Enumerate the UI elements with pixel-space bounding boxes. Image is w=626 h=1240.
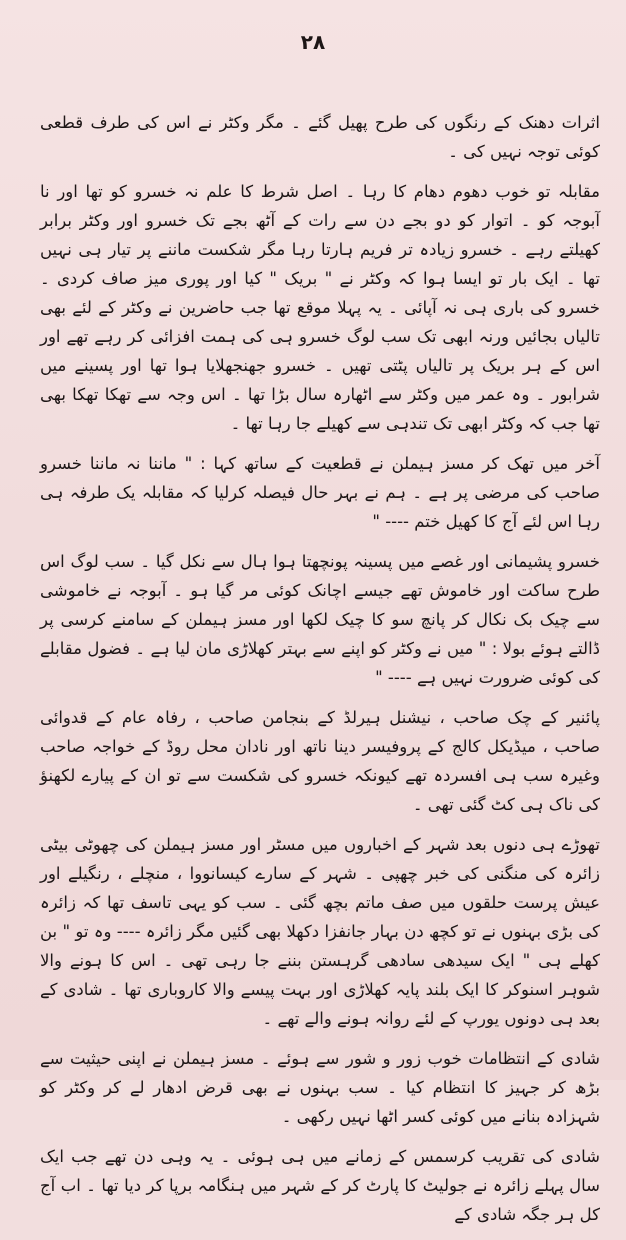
paragraph: آخر میں تھک کر مسز ہیملن نے قطعیت کے ساتھ کہا : " ماننا نہ ماننا خسرو صاحب کی مرضی پر ہے ۔ ہم نے بہر حال فیصلہ کرلیا کہ مقابلہ یک طرفہ ہی رہا اس لئے آج کا کھیل ختم ---- " (40, 454, 600, 531)
paragraph: شادی کے انتظامات خوب زور و شور سے ہوئے ۔ مسز ہیملن نے اپنی حیثیت سے بڑھ کر جہیز کا انتظام کیا ۔ سب بہنوں نے بھی قرض ادھار لے کر وکٹر کو شہزادہ بنانے میں کوئی کسر اٹھا نہیں رکھی ۔ (40, 1049, 600, 1126)
paragraph: مقابلہ تو خوب دھوم دھام کا رہا ۔ اصل شرط کا علم نہ خسرو کو تھا اور نا آبوجہ کو ۔ اتوار کو دو بجے دن سے رات کے آٹھ بجے تک خسرو اور وکٹر برابر کھیلتے رہے ۔ خسرو زیادہ تر فریم ہارتا رہا مگر شکست ماننے پر تیار ہی نہیں تھا ۔ ایک بار تو ایسا ہوا کہ وکٹر نے " بریک " کیا اور پوری میز صاف کردی ۔ خسرو کی باری ہی نہ آپائی ۔ یہ پہلا موقع تھا جب حاضرین نے وکٹر کے لئے بھی تالیاں بجائیں ورنہ ابھی تک سب لوگ خسرو ہی کی ہمت افزائی کر رہے تھے اور اس کے ہر بریک پر تالیاں پٹتی تھیں ۔ خسرو جھنجھلایا ہوا تھا اور پسینے میں شرابور ۔ وہ عمر میں وکٹر سے اٹھارہ سال بڑا تھا ۔ اس وجہ سے تھکا تھکا بھی تھا جب کہ وکٹر ابھی تک تندہی سے کھیلے جا رہا تھا ۔ (40, 182, 600, 433)
paragraph: پائنیر کے چک صاحب ، نیشنل ہیرلڈ کے بنجامن صاحب ، رفاہ عام کے قدوائی صاحب ، میڈیکل کالج کے پروفیسر دینا ناتھ اور نادان محل روڈ کے خواجہ صاحب وغیرہ سب ہی افسردہ تھے کیونکہ خسرو کی شکست سے تو ان کے پیارے لکھنؤ کی ناک ہی کٹ گئی تھی ۔ (40, 708, 600, 814)
page-body-text (40, 108, 600, 1240)
paragraph: اثرات دھنک کے رنگوں کی طرح پھیل گئے ۔ مگر وکٹر نے اس کی طرف قطعی کوئی توجہ نہیں کی ۔ (40, 113, 600, 161)
paragraph: شادی کی تقریب کرسمس کے زمانے میں ہی ہوئی ۔ یہ وہی دن تھے جب ایک سال پہلے زائرہ نے جولیٹ کا پارٹ کر کے شہر میں ہنگامہ برپا کر دیا تھا ۔ اب آج کل ہر جگہ شادی کے (40, 1147, 600, 1224)
page-number: ۲۸ (300, 30, 326, 54)
paragraph: تھوڑے ہی دنوں بعد شہر کے اخباروں میں مسٹر اور مسز ہیملن کی چھوٹی بیٹی زائرہ کی منگنی کی خبر چھپی ۔ شہر کے سارے کیسانووا ، منچلے ، رنگیلے اور عیش پرست حلقوں میں صف ماتم بچھ گئی ۔ سب کو یہی تاسف تھا کہ زائرہ کی بڑی بہنوں نے تو کچھ دن بہار جانفزا دکھلا بھی گئیں مگر زائرہ ---- وہ تو " بن کھلے ہی " ایک سیدھی سادھی گرہستن بننے جا رہی تھی ۔ اس کا ہونے والا شوہر اسنوکر کا ایک بلند پایہ کھلاڑی اور بہت پیسے والا کاروباری تھا ۔ شادی کے بعد ہی دونوں یورپ کے لئے روانہ ہونے والے تھے ۔ (40, 835, 600, 1028)
paragraph: خسرو پشیمانی اور غصے میں پسینہ پونچھتا ہوا ہال سے نکل گیا ۔ سب لوگ اس طرح ساکت اور خاموش تھے جیسے اچانک کوئی مر گیا ہو ۔ آبوجہ نے خاموشی سے چیک بک نکال کر پانچ سو کا چیک لکھا اور مسز ہیملن کے سامنے کرسی پر ڈالتے ہوئے بولا : " میں نے وکٹر کو اپنے سے بہتر کھلاڑی مان لیا ہے ۔ فضول مقابلے کی کوئی ضرورت نہیں ہے ---- " (40, 552, 600, 687)
